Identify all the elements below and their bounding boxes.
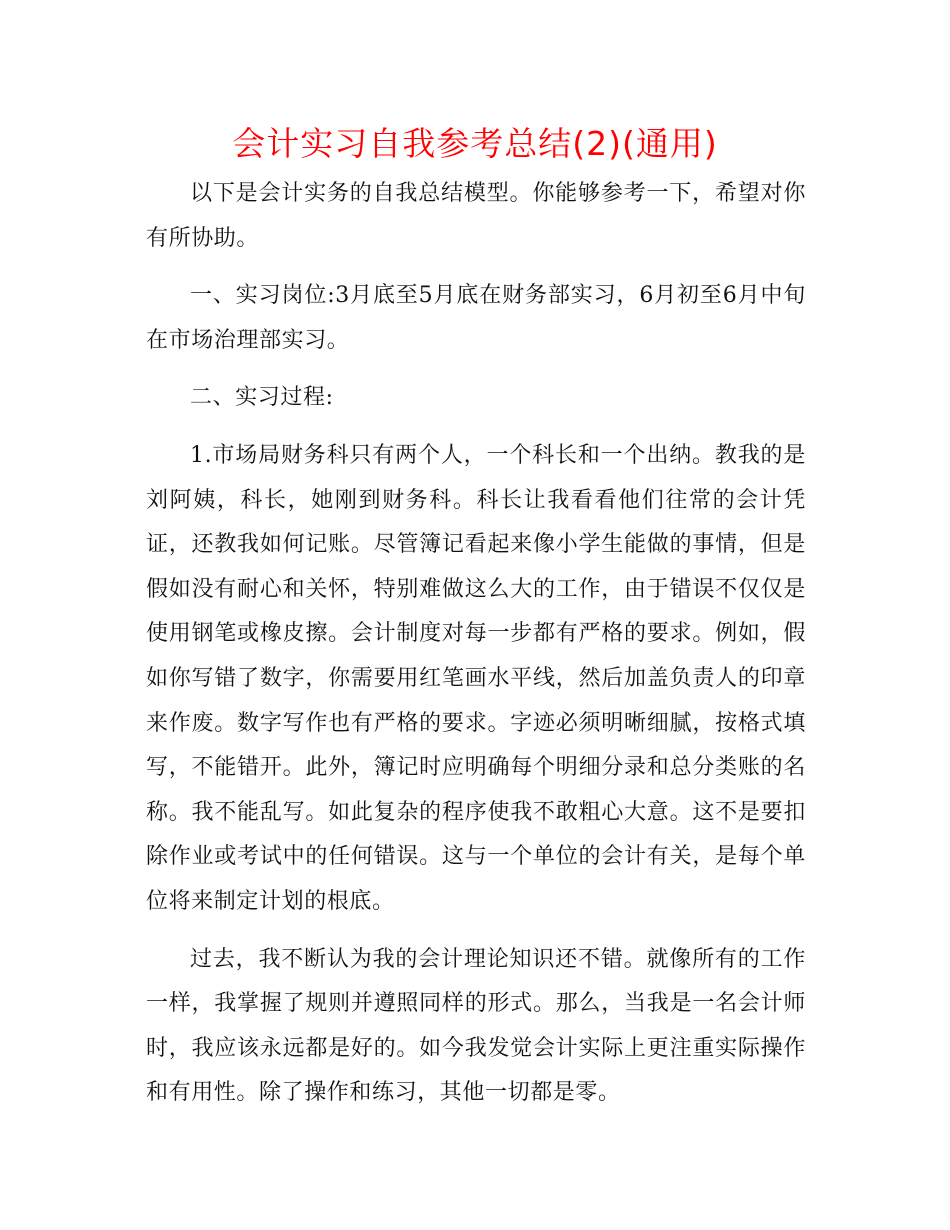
- paragraph-process-heading: 二、实习过程:: [190, 385, 334, 411]
- paragraph-position: 一、实习岗位:3月底至5月底在财务部实习，6月初至6月中旬在市场治理部实习。: [146, 283, 806, 353]
- paragraph-reflection: 过去，我不断认为我的会计理论知识还不错。就像所有的工作一样，我掌握了规则并遵照同样的形式。那么，当我是一名会计师时，我应该永远都是好的。如今我发觉会计实际上更注重实际操作和有用性。除了操作和练习，其他一切都是零。: [146, 946, 806, 1106]
- document-body: [146, 172, 806, 1129]
- document-title: 会计实习自我参考总结(2)(通用): [232, 124, 718, 163]
- paragraph-process-detail: 1.市场局财务科只有两个人，一个科长和一个出纳。教我的是刘阿姨，科长，她刚到财务科。科长让我看看他们往常的会计凭证，还教我如何记账。尽管簿记看起来像小学生能做的事情，但是假如没有耐心和关怀，特别难做这么大的工作，由于错误不仅仅是使用钢笔或橡皮擦。会计制度对每一步都有严格的要求。例如，假如你写错了数字，你需要用红笔画水平线，然后加盖负责人的印章来作废。数字写作也有严格的要求。字迹必须明晰细腻，按格式填写，不能错开。此外，簿记时应明确每个明细分录和总分类账的名称。我不能乱写。如此复杂的程序使我不敢粗心大意。这不是要扣除作业或考试中的任何错误。这与一个单位的会计有关，是每个单位将来制定计划的根底。: [146, 442, 806, 914]
- paragraph-intro: 以下是会计实务的自我总结模型。你能够参考一下，希望对你有所协助。: [146, 181, 806, 251]
